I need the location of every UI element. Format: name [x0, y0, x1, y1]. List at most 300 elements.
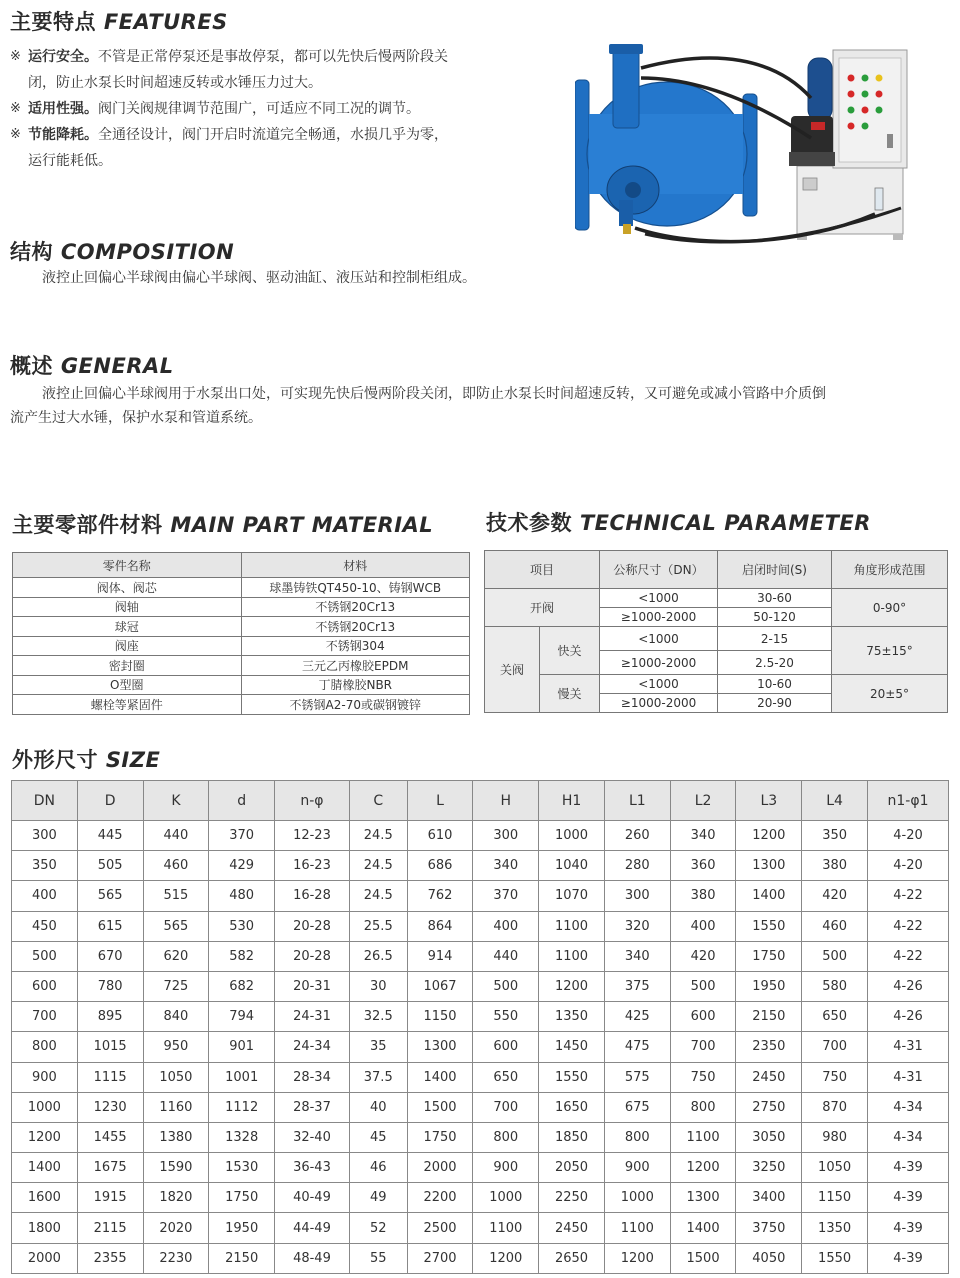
- table-cell: 2150: [736, 1002, 802, 1032]
- feature-item: ※ 节能降耗。全通径设计，阀门开启时流道完全畅通，水损几乎为零，: [10, 122, 530, 148]
- table-row: [12, 1092, 949, 1122]
- open-angle: 0-90°: [832, 589, 948, 627]
- table-cell: 1000: [12, 1092, 78, 1122]
- table-cell: 1950: [736, 971, 802, 1001]
- table-cell: 1050: [802, 1153, 868, 1183]
- technical-table: [484, 550, 948, 713]
- table-cell: 2000: [12, 1243, 78, 1273]
- table-cell: 16-23: [275, 851, 350, 881]
- table-cell: 840: [143, 1002, 209, 1032]
- table-cell: 700: [473, 1092, 539, 1122]
- general-text-line: 液控止回偏心半球阀用于水泵出口处，可实现先快后慢两阶段关闭，即防止水泵长时间超速反转，又可避免或减小管路中介质倒: [42, 386, 826, 402]
- table-cell: 425: [604, 1002, 670, 1032]
- fast-angle: 75±15°: [832, 627, 948, 675]
- table-cell: 1600: [12, 1183, 78, 1213]
- column-header: 材料: [241, 553, 470, 578]
- table-cell: 46: [349, 1153, 407, 1183]
- material-cell: 不锈钢A2-70或碳钢镀锌: [241, 695, 470, 715]
- table-cell: 400: [12, 881, 78, 911]
- table-cell: 4-39: [867, 1213, 948, 1243]
- table-cell: 340: [473, 851, 539, 881]
- table-row: 慢关 <1000 10-60 20±5°: [485, 675, 948, 694]
- table-cell: 4-26: [867, 1002, 948, 1032]
- composition-title-cn: 结构: [10, 240, 53, 264]
- material-cell: 不锈钢20Cr13: [241, 617, 470, 637]
- table-cell: 2500: [407, 1213, 473, 1243]
- table-cell: 340: [670, 821, 736, 851]
- column-header: L2: [670, 781, 736, 821]
- table-cell: 320: [604, 911, 670, 941]
- table-cell: 24-34: [275, 1032, 350, 1062]
- table-cell: 800: [12, 1032, 78, 1062]
- table-cell: 380: [802, 851, 868, 881]
- table-cell: 1115: [77, 1062, 143, 1092]
- table-cell: 429: [209, 851, 275, 881]
- table-row: [12, 821, 949, 851]
- table-cell: 2250: [539, 1183, 605, 1213]
- table-row: [12, 941, 949, 971]
- table-cell: 16-28: [275, 881, 350, 911]
- column-header: DN: [12, 781, 78, 821]
- table-cell: 1200: [736, 821, 802, 851]
- table-cell: 44-49: [275, 1213, 350, 1243]
- table-cell: 565: [77, 881, 143, 911]
- table-cell: 4-22: [867, 941, 948, 971]
- column-header: L1: [604, 781, 670, 821]
- table-cell: 28-34: [275, 1062, 350, 1092]
- table-cell: 2350: [736, 1032, 802, 1062]
- material-title-cn: 主要零部件材料: [12, 513, 163, 537]
- table-cell: 675: [604, 1092, 670, 1122]
- table-cell: 1550: [736, 911, 802, 941]
- table-cell: 480: [209, 881, 275, 911]
- table-cell: 340: [604, 941, 670, 971]
- table-cell: 1067: [407, 971, 473, 1001]
- column-header: d: [209, 781, 275, 821]
- table-cell: 1100: [539, 941, 605, 971]
- table-cell: 700: [802, 1032, 868, 1062]
- table-header-row: [485, 551, 948, 589]
- table-cell: 1590: [143, 1153, 209, 1183]
- part-name-cell: 阀轴: [13, 597, 242, 617]
- table-cell: 420: [670, 941, 736, 971]
- column-header: L: [407, 781, 473, 821]
- table-cell: 24.5: [349, 851, 407, 881]
- size-title-cn: 外形尺寸: [12, 748, 98, 772]
- table-cell: 1100: [473, 1213, 539, 1243]
- table-cell: 2700: [407, 1243, 473, 1273]
- table-cell: 1200: [539, 971, 605, 1001]
- table-cell: 1300: [407, 1032, 473, 1062]
- table-cell: 28-37: [275, 1092, 350, 1122]
- table-cell: 1950: [209, 1213, 275, 1243]
- table-row: 关阀 快关 <1000 2-15 75±15°: [485, 627, 948, 651]
- material-table: [12, 552, 470, 715]
- table-cell: 1350: [802, 1213, 868, 1243]
- table-cell: 1650: [539, 1092, 605, 1122]
- part-name-cell: O型圈: [13, 675, 242, 695]
- table-cell: 300: [604, 881, 670, 911]
- table-cell: 610: [407, 821, 473, 851]
- table-cell: 445: [77, 821, 143, 851]
- table-cell: 1550: [539, 1062, 605, 1092]
- table-row: [12, 851, 949, 881]
- table-cell: 914: [407, 941, 473, 971]
- table-cell: 900: [604, 1153, 670, 1183]
- table-cell: 26.5: [349, 941, 407, 971]
- table-cell: 12-23: [275, 821, 350, 851]
- general-title: [10, 350, 174, 380]
- table-cell: 1100: [539, 911, 605, 941]
- table-cell: 1001: [209, 1062, 275, 1092]
- table-cell: 32.5: [349, 1002, 407, 1032]
- table-cell: 1000: [473, 1183, 539, 1213]
- table-row: [13, 675, 470, 695]
- table-row: [13, 695, 470, 715]
- table-cell: 4-20: [867, 851, 948, 881]
- table-cell: 370: [473, 881, 539, 911]
- feature-item-continued: 闭，防止水泵长时间超速反转或水锤压力过大。: [28, 75, 322, 91]
- table-cell: 1750: [209, 1183, 275, 1213]
- table-cell: 300: [473, 821, 539, 851]
- material-cell: 不锈钢304: [241, 636, 470, 656]
- table-cell: 500: [12, 941, 78, 971]
- size-title-en: SIZE: [105, 748, 161, 772]
- table-cell: 505: [77, 851, 143, 881]
- general-title-cn: 概述: [10, 354, 53, 378]
- features-title-cn: 主要特点: [10, 10, 96, 34]
- general-text-line: 流产生过大水锤，保护水泵和管道系统。: [10, 410, 262, 426]
- part-name-cell: 阀体、阀芯: [13, 578, 242, 598]
- table-cell: 2200: [407, 1183, 473, 1213]
- table-cell: 900: [473, 1153, 539, 1183]
- size-title: [12, 744, 160, 774]
- table-cell: 550: [473, 1002, 539, 1032]
- table-cell: 4-34: [867, 1092, 948, 1122]
- table-cell: 1400: [670, 1213, 736, 1243]
- column-header: 零件名称: [13, 553, 242, 578]
- column-header: L4: [802, 781, 868, 821]
- table-row: [12, 1243, 949, 1273]
- table-cell: 500: [473, 971, 539, 1001]
- column-header: n1-φ1: [867, 781, 948, 821]
- table-cell: 580: [802, 971, 868, 1001]
- table-cell: 700: [12, 1002, 78, 1032]
- table-cell: 1200: [670, 1153, 736, 1183]
- table-cell: 300: [12, 821, 78, 851]
- table-cell: 515: [143, 881, 209, 911]
- table-row: [12, 1213, 949, 1243]
- table-cell: 1040: [539, 851, 605, 881]
- table-row: [12, 911, 949, 941]
- feature-item: ※ 运行安全。不管是正常停泵还是事故停泵，都可以先快后慢两阶段关: [10, 44, 530, 70]
- table-cell: 600: [12, 971, 78, 1001]
- table-cell: 2450: [539, 1213, 605, 1243]
- table-cell: 460: [802, 911, 868, 941]
- table-row: [12, 1002, 949, 1032]
- table-cell: 1200: [604, 1243, 670, 1273]
- table-cell: 1750: [407, 1122, 473, 1152]
- table-cell: 24-31: [275, 1002, 350, 1032]
- material-cell: 球墨铸铁QT450-10、铸钢WCB: [241, 578, 470, 598]
- technical-title-en: TECHNICAL PARAMETER: [579, 511, 871, 535]
- column-header: L3: [736, 781, 802, 821]
- table-row: [12, 1153, 949, 1183]
- table-cell: 750: [802, 1062, 868, 1092]
- table-cell: 4-39: [867, 1183, 948, 1213]
- column-header: H1: [539, 781, 605, 821]
- table-cell: 4-22: [867, 911, 948, 941]
- size-table: [11, 780, 949, 1274]
- table-cell: 1450: [539, 1032, 605, 1062]
- table-cell: 500: [670, 971, 736, 1001]
- table-row: [12, 1183, 949, 1213]
- table-cell: 1455: [77, 1122, 143, 1152]
- column-header: 启闭时间(S): [718, 551, 832, 589]
- material-title-en: MAIN PART MATERIAL: [170, 513, 434, 537]
- table-cell: 1300: [736, 851, 802, 881]
- table-cell: 450: [12, 911, 78, 941]
- table-cell: 1750: [736, 941, 802, 971]
- table-cell: 1070: [539, 881, 605, 911]
- table-row: [12, 971, 949, 1001]
- table-cell: 1550: [802, 1243, 868, 1273]
- table-cell: 800: [670, 1092, 736, 1122]
- material-title: [12, 509, 433, 539]
- table-cell: 350: [802, 821, 868, 851]
- table-header-row: [13, 553, 470, 578]
- material-cell: 不锈钢20Cr13: [241, 597, 470, 617]
- table-cell: 52: [349, 1213, 407, 1243]
- table-cell: 1380: [143, 1122, 209, 1152]
- table-cell: 575: [604, 1062, 670, 1092]
- table-cell: 1350: [539, 1002, 605, 1032]
- features-title-en: FEATURES: [103, 10, 228, 34]
- table-cell: 440: [143, 821, 209, 851]
- part-name-cell: 螺栓等紧固件: [13, 695, 242, 715]
- table-cell: 2650: [539, 1243, 605, 1273]
- table-cell: 901: [209, 1032, 275, 1062]
- column-header: 项目: [485, 551, 600, 589]
- table-cell: 370: [209, 821, 275, 851]
- table-row: ≥1000-2000 50-120: [485, 608, 948, 627]
- table-cell: 725: [143, 971, 209, 1001]
- table-cell: 1000: [604, 1183, 670, 1213]
- slow-close-label: 慢关: [540, 675, 600, 713]
- table-cell: 3750: [736, 1213, 802, 1243]
- feature-item-continued: 运行能耗低。: [28, 153, 112, 169]
- table-cell: 375: [604, 971, 670, 1001]
- fast-close-label: 快关: [540, 627, 600, 675]
- table-cell: 24.5: [349, 821, 407, 851]
- table-cell: 1675: [77, 1153, 143, 1183]
- table-cell: 4-39: [867, 1243, 948, 1273]
- table-cell: 650: [473, 1062, 539, 1092]
- table-cell: 4-31: [867, 1062, 948, 1092]
- table-row: [13, 656, 470, 676]
- table-cell: 400: [473, 911, 539, 941]
- feature-item: ※ 适用性强。阀门关阀规律调节范围广，可适应不同工况的调节。: [10, 96, 530, 122]
- material-cell: 三元乙丙橡胶EPDM: [241, 656, 470, 676]
- table-cell: 4-26: [867, 971, 948, 1001]
- table-cell: 1800: [12, 1213, 78, 1243]
- table-cell: 1015: [77, 1032, 143, 1062]
- table-cell: 762: [407, 881, 473, 911]
- table-cell: 950: [143, 1032, 209, 1062]
- reference-mark-icon: ※: [10, 49, 21, 64]
- table-cell: 4-39: [867, 1153, 948, 1183]
- table-cell: 400: [670, 911, 736, 941]
- table-cell: 1530: [209, 1153, 275, 1183]
- table-cell: 3400: [736, 1183, 802, 1213]
- table-cell: 1100: [604, 1213, 670, 1243]
- composition-text: 液控止回偏心半球阀由偏心半球阀、驱动油缸、液压站和控制柜组成。: [42, 270, 476, 286]
- reference-mark-icon: ※: [10, 101, 21, 116]
- table-row: [13, 578, 470, 598]
- table-cell: 1328: [209, 1122, 275, 1152]
- general-text: [10, 382, 950, 430]
- table-cell: 24.5: [349, 881, 407, 911]
- table-cell: 2450: [736, 1062, 802, 1092]
- table-cell: 1200: [12, 1122, 78, 1152]
- table-cell: 4-34: [867, 1122, 948, 1152]
- table-cell: 530: [209, 911, 275, 941]
- table-cell: 1400: [736, 881, 802, 911]
- table-cell: 280: [604, 851, 670, 881]
- table-cell: 1050: [143, 1062, 209, 1092]
- table-cell: 4-31: [867, 1032, 948, 1062]
- table-cell: 260: [604, 821, 670, 851]
- table-cell: 1400: [407, 1062, 473, 1092]
- table-cell: 55: [349, 1243, 407, 1273]
- table-cell: 1300: [670, 1183, 736, 1213]
- table-cell: 1160: [143, 1092, 209, 1122]
- column-header: 公称尺寸（DN）: [600, 551, 718, 589]
- table-cell: 4-22: [867, 881, 948, 911]
- table-cell: 45: [349, 1122, 407, 1152]
- table-row: [12, 881, 949, 911]
- close-label: 关阀: [485, 627, 540, 713]
- open-label: 开阀: [485, 589, 600, 627]
- table-cell: 980: [802, 1122, 868, 1152]
- table-cell: 20-31: [275, 971, 350, 1001]
- table-cell: 800: [604, 1122, 670, 1152]
- column-header: D: [77, 781, 143, 821]
- column-header: C: [349, 781, 407, 821]
- table-cell: 460: [143, 851, 209, 881]
- table-cell: 2020: [143, 1213, 209, 1243]
- table-row: [13, 636, 470, 656]
- table-cell: 350: [12, 851, 78, 881]
- column-header: K: [143, 781, 209, 821]
- table-cell: 682: [209, 971, 275, 1001]
- features-list: [10, 44, 530, 174]
- table-cell: 2230: [143, 1243, 209, 1273]
- table-cell: 600: [670, 1002, 736, 1032]
- table-cell: 864: [407, 911, 473, 941]
- table-row: ≥1000-2000 20-90: [485, 694, 948, 713]
- composition-title-en: COMPOSITION: [60, 240, 235, 264]
- table-cell: 440: [473, 941, 539, 971]
- table-cell: 49: [349, 1183, 407, 1213]
- column-header: 角度形成范围: [832, 551, 948, 589]
- slow-angle: 20±5°: [832, 675, 948, 713]
- table-cell: 1000: [539, 821, 605, 851]
- table-row: [13, 617, 470, 637]
- table-cell: 1820: [143, 1183, 209, 1213]
- column-header: H: [473, 781, 539, 821]
- composition-title: [10, 236, 234, 266]
- valve-product-image: [575, 38, 915, 248]
- table-cell: 2355: [77, 1243, 143, 1273]
- table-cell: 1150: [802, 1183, 868, 1213]
- table-cell: 895: [77, 1002, 143, 1032]
- table-cell: 500: [802, 941, 868, 971]
- part-name-cell: 阀座: [13, 636, 242, 656]
- table-row: [13, 597, 470, 617]
- features-title: [10, 6, 228, 36]
- material-cell: 丁腈橡胶NBR: [241, 675, 470, 695]
- table-cell: 20-28: [275, 911, 350, 941]
- table-row: ≥1000-2000 2.5-20: [485, 651, 948, 675]
- table-cell: 1200: [473, 1243, 539, 1273]
- table-row: [12, 1032, 949, 1062]
- table-cell: 1400: [12, 1153, 78, 1183]
- table-cell: 600: [473, 1032, 539, 1062]
- table-cell: 3250: [736, 1153, 802, 1183]
- table-row: [12, 1122, 949, 1152]
- table-cell: 615: [77, 911, 143, 941]
- table-cell: 700: [670, 1032, 736, 1062]
- table-cell: 686: [407, 851, 473, 881]
- technical-title-cn: 技术参数: [486, 511, 572, 535]
- table-cell: 35: [349, 1032, 407, 1062]
- table-cell: 900: [12, 1062, 78, 1092]
- table-cell: 1850: [539, 1122, 605, 1152]
- table-cell: 40: [349, 1092, 407, 1122]
- table-cell: 2750: [736, 1092, 802, 1122]
- table-cell: 25.5: [349, 911, 407, 941]
- table-cell: 650: [802, 1002, 868, 1032]
- table-cell: 20-28: [275, 941, 350, 971]
- table-cell: 670: [77, 941, 143, 971]
- column-header: n-φ: [275, 781, 350, 821]
- table-cell: 3050: [736, 1122, 802, 1152]
- table-cell: 1500: [407, 1092, 473, 1122]
- table-cell: 794: [209, 1002, 275, 1032]
- table-cell: 2115: [77, 1213, 143, 1243]
- table-cell: 1150: [407, 1002, 473, 1032]
- technical-title: [486, 507, 871, 537]
- reference-mark-icon: ※: [10, 127, 21, 142]
- table-header-row: [12, 781, 949, 821]
- table-cell: 40-49: [275, 1183, 350, 1213]
- table-cell: 750: [670, 1062, 736, 1092]
- table-cell: 2000: [407, 1153, 473, 1183]
- table-cell: 4-20: [867, 821, 948, 851]
- table-row: 开阀 <1000 30-60 0-90°: [485, 589, 948, 608]
- table-cell: 870: [802, 1092, 868, 1122]
- part-name-cell: 球冠: [13, 617, 242, 637]
- table-cell: 582: [209, 941, 275, 971]
- general-title-en: GENERAL: [60, 354, 174, 378]
- table-cell: 800: [473, 1122, 539, 1152]
- table-cell: 1230: [77, 1092, 143, 1122]
- table-cell: 4050: [736, 1243, 802, 1273]
- table-cell: 1500: [670, 1243, 736, 1273]
- part-name-cell: 密封圈: [13, 656, 242, 676]
- table-row: [12, 1062, 949, 1092]
